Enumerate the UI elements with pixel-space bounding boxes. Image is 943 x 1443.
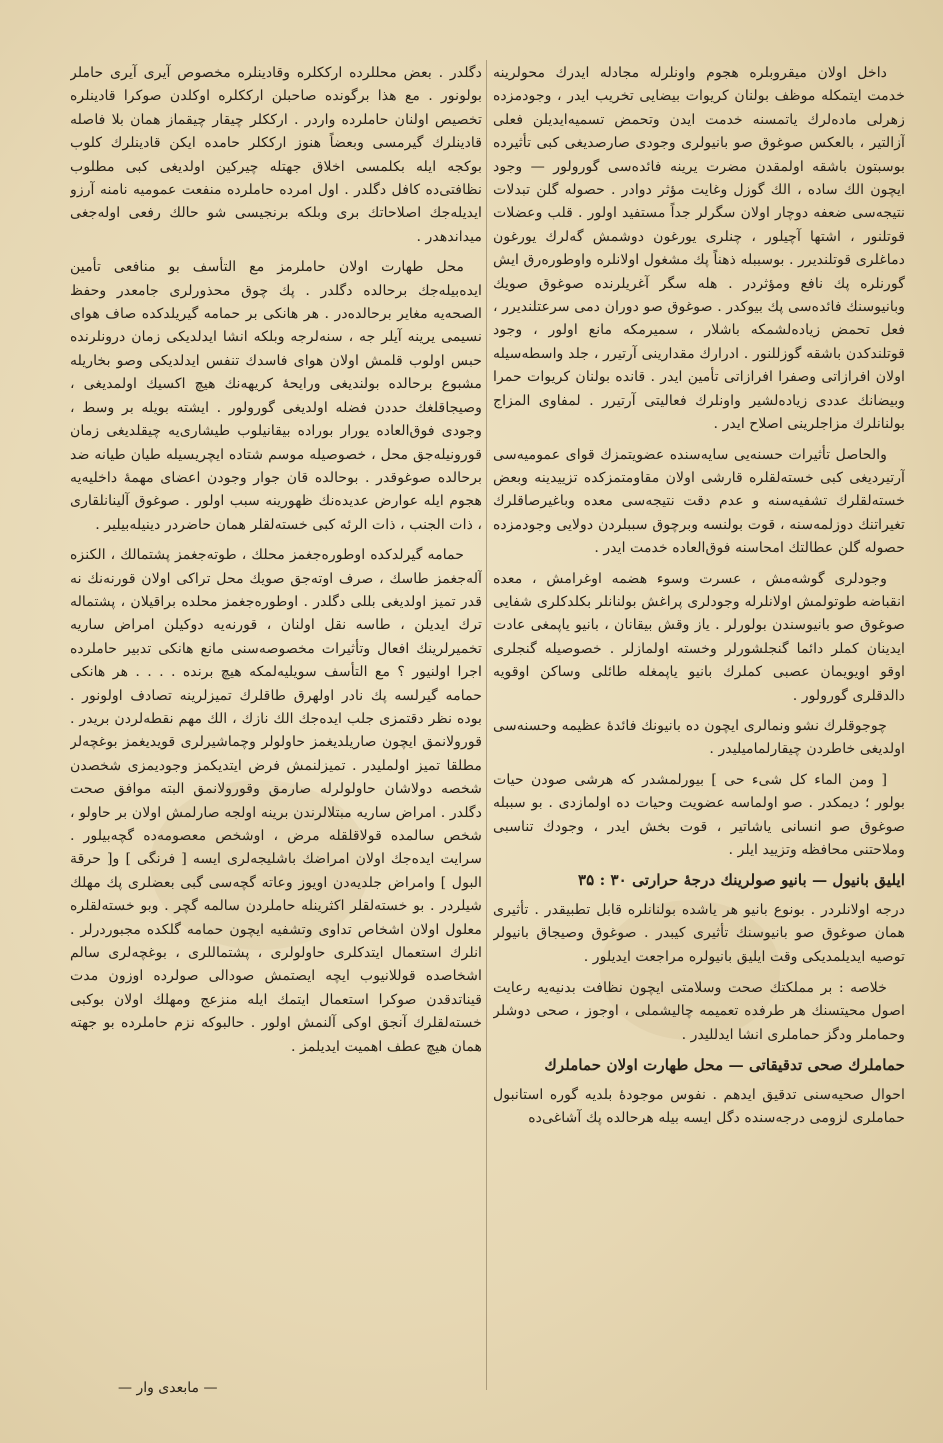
paragraph: چوجوقلرك نشو ونمالری ایچون ده بانیونك فائدهٔ عظیمه وحسنه‌سی اولدیغی خاطردن چیقارلمامیلیدر . (493, 717, 905, 758)
section-heading-bathhouse-inspection: حماملرك صحی تدقیقاتی — محل طهارت اولان حماملرك (544, 1056, 905, 1075)
paragraph: دگلدر . بعض محللرده ارککلره وقادینلره مخصوص آیری آیری حاملر بولونور . مع هذا برگونده صاحبلن ارککلره اوکلدن صوکرا قادینلره تخصیص اولنان حاملرده واردر . ارککلر چیقار چیقماز همان بلا فاصله قادینلرك گیرمسی وبعضاً هنوز ارککلر حامده ایکن قادینلرك کلوب بوکجه ایله بکلمسی اخلاق جهتله چیرکین اولدیغی کبی مطلوب نظافتی‌ده کافل دگلدر . اول امرده حاملرده منفعت عمومیه نامنه آرزو ایدیله‌جك اصلاحاتك بری وبلکه برنجیسی شو حالك رفعی اوله‌جغی میداندهدر . (70, 65, 482, 245)
column-divider (486, 60, 487, 1390)
paragraph: [ ومن الماء كل شیء حی ] بیورلمشدر که هرشی صودن حیات بولور ؛ دیمکدر . صو اولماسه عضویت وحیات ده اولمازدی . بو سببله صوغوق صو انسانی یاشاتیر ، قوت بخش ایدر ، وجودك تناسبی وملاحتنی محافظه وتزیید ایلر . (493, 771, 905, 858)
paragraph: حمامه گیرلدکده اوطوره‌جغمز محلك ، طوته‌جغمز پشتمالك ، الکنزه آله‌جغمز طاسك ، صرف اوته‌جق صویك محل تراکی اولان قورنه‌نك نه قدر تمیز اولدیغی بللی دگلدر . اوطوره‌جغمز محلده براقیلان ، پشتماله ترك ایدیلن ، طاسه نقل اولنان ، قورنه‌یه دوکیلن امراض ساریه تخمیرلرینك افعال وتأثیرات مخصوصه‌سنی مانع هانکی تدبیر حاملرده اجرا اولنیور ؟ مع التأسف سویلیه‌لمکه هیچ برنده . . . . هر هانکی حمامه گیرلسه پك نادر اولهرق طاقلرك تمیزلرینه تصادف اولونور . بوده نظر دقتمزی جلب ایده‌جك الك نازك ، الك مهم نقطه‌لردن بریدر . قورولانمق ایچون صاریلدیغمز حاولولر وچماشیرلری قویدیغمز بوغچه‌لر مطلقا تمیز اولملیدر . تمیزلنمش فرض ایتدیکمز وجودیمزی شخصدن شخصه دولاشان حاولولرله صارمق وقورولانمق البته موافق صحت دگلدر . امراض ساریه مبتلالرندن برینه اولجه صارلمش اولان بر حاولو ، شخص سالمده قولاقلقله مرض ، اوشخص معصومه‌ده گچه‌بیلور . سرایت ایده‌جك اولان امراضك باشلیجه‌لری ایسه [ فرنگی ] و[ حرقة البول ] وامراض جلدیه‌دن اویوز وعاته گچه‌سی گبی بعضلری پك مهلك شیلردر . بو خسته‌لقلر اکثرینله حاملردن سالمه گچر . وبو خسته‌لقلره معلول اولان اشخاص تداوی وتشفیه ایچون حمامه گلکده مجبوردرلر . انلرك استعمال ایتدکلری حاولولری ، پشتماللری ، بوغچه‌لری سالم اشخاصده قوللانیوب ایچه ایصتمش صودالی صولرده اوزون مدت قیناتدقدن صوکرا استعمال ایتمك ایله منزعج ومهلك اولان بوکبی خسته‌لقلرك آنجق اوکی آلنمش اولور . حالبوکه نزم حاملرده بو جهته همان هیچ عطف اهمیت ایدیلمز . (70, 547, 482, 1055)
paragraph: محل طهارت اولان حاملرمز مع التأسف بو منافعی تأمین ایده‌بیله‌جك برحالده دگلدر . پك چوق محذورلری جامعدر وحفظ الصحه‌یه مغایر برحالده‌در . هر هانکی بر حمامه گیریلدکده صاف هوای نسیمی یرینه آیلر جه ، سنه‌لرجه وبلکه انشا ایدلدیکی زمان درونلرنده حبس اولوب قلمش اولان هوای فاسدك تنفس ایدلدیکی وصو بخاریله مشبوع برحالده بولندیغی ورایحهٔ کریهه‌نك هیچ اکسیك اولمدیغی ، وصیجاقلغك حددن فضله اولدیغی گورولور . ایشته بویله بر وسط ، وجودی فوق‌العاده یورار بوراده بیقانیلوب طیشاری‌یه چیقلدیغی زمان قورونیله‌جق محل ، خصوصیله موسم شتاده ایچریسیله طیان طیانه ضد برحالده صوغوقدر . بوحالده قان جوار وجودن اعضای مهمهٔ داخلیه‌یه هجوم ایله عوارض عدیده‌نك ظهورینه سبب اولور . صوغوق آلینانلقاری ، ذات الجنب ، ذات الرئه کبی خسته‌لقلر همان حاضردر دینیله‌بیلیر . (70, 259, 482, 533)
paragraph: احوال صحیه‌سنی تدقیق ایدهم . نفوس موجودهٔ بلدیه گوره استانبول حماملری لزومی درجه‌سنده دگل ایسه بیله هرحالده پك آشاغی‌ده (493, 1086, 905, 1127)
summary-paragraph: خلاصه : بر مملکتك صحت وسلامتی ایچون نظافت بدنیه‌یه رعایت اصول محیتسنك هر طرفده تعمیمه چالیشملی ، اوجوز ، صحی دوشلر وحماملر ودگز حماملری انشا ایدللیدر . (493, 980, 905, 1043)
continuation-note: — مابعدی وار — (118, 1380, 218, 1396)
section-heading-lukewarm-bath: ایلیق بانیول — بانیو صولرینك درجهٔ حرارتی ۳۰ : ۳۵ (577, 871, 905, 890)
paragraph: والحاصل تأثیرات حسنه‌یی سایه‌سنده عضویتمزك قوای عمومیه‌سی آرتیردیغی کبی خسته‌لقلره قارشی اولان مقاومتمزکده تزییدینه وبعض خسته‌لقلرك تشفیه‌سنه و عدم دقت نتیجه‌سی معده وباغیرصاقلرك تغیراتنك دوزلمه‌سنه ، قوت بولنسه وبرچوق سببلردن دولایی وجودمزده حصوله گلن عطالتك امحاسنه فوق‌العاده خدمت ایدر . (493, 446, 905, 557)
paragraph: درجه اولانلردر . بونوع بانیو هر یاشده بولنانلره قابل تطبیقدر . تأثیری همان صوغوق صو بانیوسنك تأثیری کیبدر . صوغوق وصیجاق بانیولر توصیه ایدیلمدیکی وقت ایلیق بانیولره مراجعت ایدیلور . (493, 901, 905, 965)
paragraph: داخل اولان میقروبلره هجوم واونلرله مجادله ایدرك محولرینه خدمت ایتمکله موظف بولنان کریوات بیضایی تخریب ایدر ، وجودمزده زهرلی ماده‌لرك یاتمسنه خدمت ایدن وتحمض تسمیه‌ایدیلن فعلی آزالتیر ، بالعکس صوغوق صو بانیولری وجودی صارصدیغی کبی تأثیرده بوسبتون باشقه اولمقدن مضرت یرینه فائده‌سی گورولور — وجود ایچون الك ساده ، الك گوزل وغایت مؤثر دوادر . حصوله گلن تبدلات نتیجه‌سی ضعفه دوچار اولان سگرلر جداً مستفید اولور . قلب وعضلات قوتلنور ، اشتها آچیلور ، چنلری یورغون دوشمش گه‌لرك یورغون دماغلری قوتلندیرر . بوسببله ذهناً پك مشغول اولانلره واوطوره‌رق ایش گورنلره پك نافع ومؤثردر . هله سگر آغریلرنده صوغوق صویك وبانیوسنك فائده‌سی پك بیوکدر . صوغوق صو دوران دمی سرعتلندیرر ، فعل تحمض زیاده‌لشمکه باشلار ، سمیرمکه مانع اولور ، وجود قوتلندکدن باشقه گوزللنور . ادرارك مقدارینی آرتیرر ، جلد واسطه‌سیله اولان افرازاتی وصفرا افرازاتی تأمین ایدر . قانده بولنان کریوات حمرا وبیضانك عددی زیاده‌لشیر واونلرك فعالیتی آرتیرر . لمفاوی المزاج بولنانلرك مزاجلرینی اصلاح ایدر . (493, 65, 905, 433)
left-column (70, 62, 482, 1417)
right-column (493, 62, 905, 1417)
paragraph: وجودلری گوشه‌مش ، عسرت وسوء هضمه اوغرامش ، معده انقباضه طوتولمش اولانلرله وجودلری پراغش بولنانلر بکلدکلری شفایی صوغوق صو بانیوسندن بولورلر . یاز وقش بیقانان ، بانیو یاپمغی عادت ایدینان کملر دائما گنجلشورلر وخسته اولمازلر . خصوصیله گنجلری اوقو اویویمان عصبی کملرك بانیو یاپمغله طائلی وساکن اوقویه دالدقلری گورولور . (493, 570, 905, 704)
